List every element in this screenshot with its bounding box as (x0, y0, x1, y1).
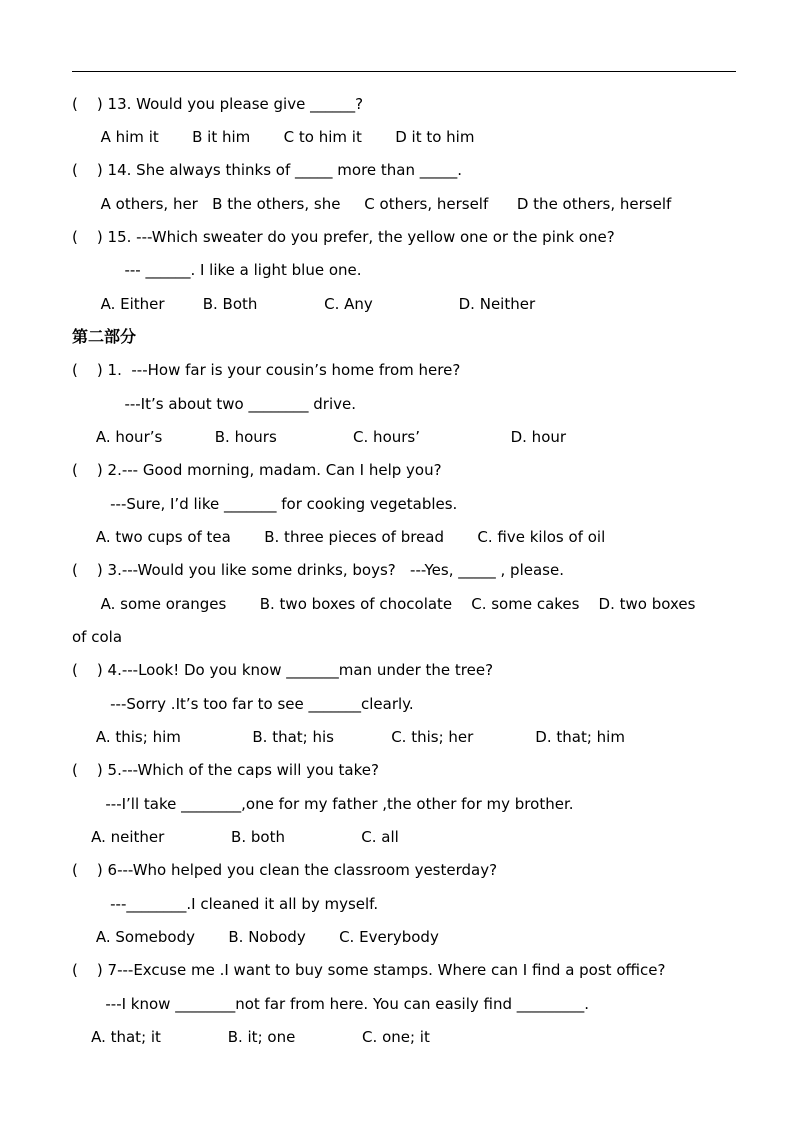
p2-q1-stem: ( ) 1. ---How far is your cousin’s home from here? (72, 361, 461, 379)
p2-q7-options: A. that; it B. it; one C. one; it (72, 1028, 430, 1046)
p2-q3-options: A. some oranges B. two boxes of chocolate C. some cakes D. two boxes (72, 595, 696, 613)
p2-q2-stem: ( ) 2.--- Good morning, madam. Can I help you? (72, 461, 442, 479)
p2-q5-reply: ---I’ll take ________,one for my father ,the other for my brother. (72, 795, 574, 813)
q15-stem: ( ) 15. ---Which sweater do you prefer, the yellow one or the pink one? (72, 228, 615, 246)
p2-q7-stem: ( ) 7---Excuse me .I want to buy some stamps. Where can I find a post office? (72, 961, 666, 979)
q15-reply: --- ______. I like a light blue one. (72, 261, 362, 279)
p2-q7-reply: ---I know ________not far from here. You can easily find _________. (72, 995, 590, 1013)
p2-q3-stem: ( ) 3.---Would you like some drinks, boys? ---Yes, _____ , please. (72, 561, 564, 579)
p2-q1-reply: ---It’s about two ________ drive. (72, 395, 356, 413)
p2-q4-stem: ( ) 4.---Look! Do you know _______man under the tree? (72, 661, 494, 679)
q13-stem: ( ) 13. Would you please give ______? (72, 95, 364, 113)
q15-options: A. Either B. Both C. Any D. Neither (72, 295, 536, 313)
q14-options: A others, her B the others, she C others, herself D the others, herself (72, 195, 672, 213)
p2-q1-options: A. hour’s B. hours C. hours’ D. hour (72, 428, 567, 446)
p2-q5-stem: ( ) 5.---Which of the caps will you take? (72, 761, 379, 779)
p2-q6-options: A. Somebody B. Nobody C. Everybody (72, 928, 439, 946)
p2-q4-options: A. this; him B. that; his C. this; her D. that; him (72, 728, 625, 746)
p2-q2-options: A. two cups of tea B. three pieces of bread C. five kilos of oil (72, 528, 606, 546)
p2-q6-reply: ---________.I cleaned it all by myself. (72, 895, 379, 913)
section-heading: 第二部分 (72, 327, 137, 346)
p2-q6-stem: ( ) 6---Who helped you clean the classroom yesterday? (72, 861, 498, 879)
p2-q2-reply: ---Sure, I’d like _______ for cooking vegetables. (72, 495, 458, 513)
p2-q5-options: A. neither B. both C. all (72, 828, 399, 846)
q13-options: A him it B it him C to him it D it to him (72, 128, 475, 146)
q14-stem: ( ) 14. She always thinks of _____ more than _____. (72, 161, 463, 179)
header-rule (72, 71, 736, 72)
p2-q3-options-cont: of cola (72, 628, 123, 646)
p2-q4-reply: ---Sorry .It’s too far to see _______clearly. (72, 695, 414, 713)
